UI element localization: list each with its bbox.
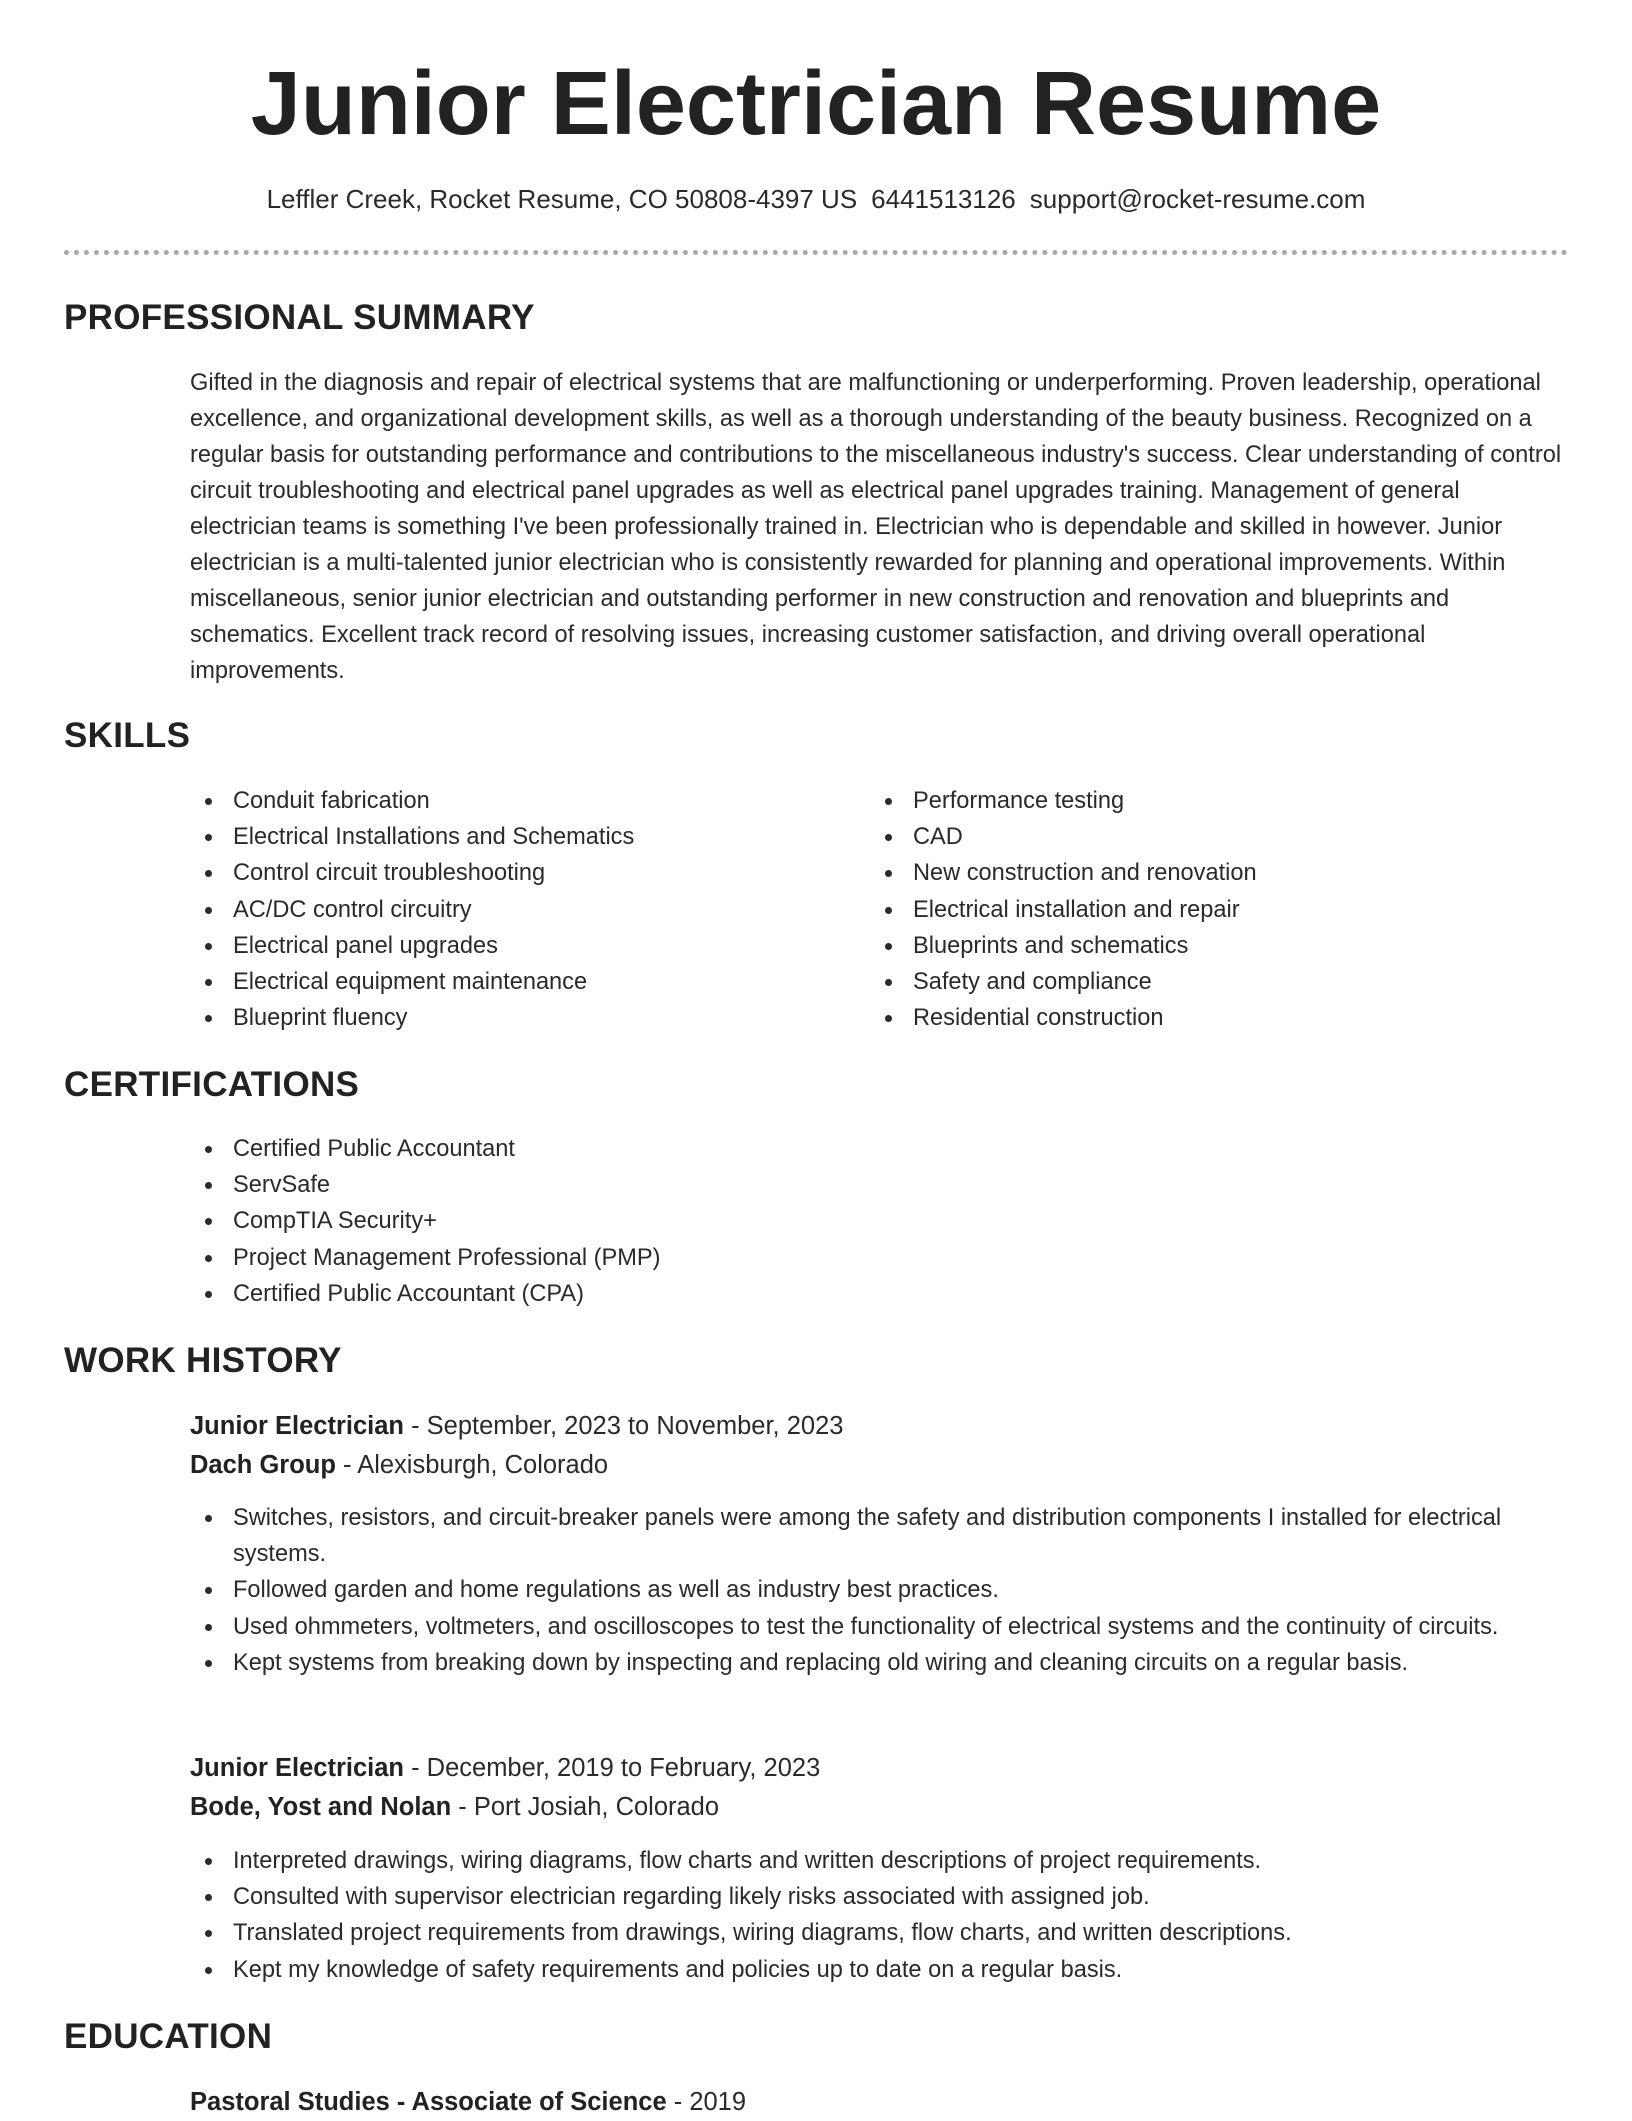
job-bullet: Used ohmmeters, voltmeters, and oscilloscopes to test the functionality of electrical systems and the continuity of circuits.	[190, 1609, 1530, 1645]
skill-item: Control circuit troubleshooting	[190, 855, 830, 891]
job-bullets	[190, 1843, 1530, 1988]
job-title-line	[190, 1749, 1570, 1787]
certification-item: Certified Public Accountant	[190, 1131, 1550, 1167]
education-year: - 2019	[666, 2088, 747, 2116]
header-divider	[64, 250, 1568, 255]
job-bullet: Translated project requirements from drawings, wiring diagrams, flow charts, and written descriptions.	[190, 1915, 1530, 1951]
skills-list-left	[190, 783, 830, 1036]
section-title-summary: PROFESSIONAL SUMMARY	[64, 298, 535, 337]
job-bullets	[190, 1500, 1530, 1681]
skill-item: Safety and compliance	[870, 964, 1550, 1000]
certifications-list	[190, 1131, 1550, 1312]
resume-title: Junior Electrician Resume	[250, 54, 1382, 154]
job-company: Bode, Yost and Nolan	[190, 1793, 452, 1821]
job-role: Junior Electrician	[190, 1412, 404, 1440]
job-title-line	[190, 1407, 1570, 1445]
certification-item: CompTIA Security+	[190, 1203, 1550, 1239]
skills-list-right	[870, 783, 1550, 1036]
job-bullet: Interpreted drawings, wiring diagrams, flow charts and written descriptions of project requirements.	[190, 1843, 1530, 1879]
job-bullet: Kept my knowledge of safety requirements and policies up to date on a regular basis.	[190, 1952, 1530, 1988]
certification-item: ServSafe	[190, 1167, 1550, 1203]
contact-line	[0, 179, 1632, 219]
section-title-education: EDUCATION	[64, 2017, 273, 2056]
section-title-work-history: WORK HISTORY	[64, 1341, 342, 1380]
section-title-skills: SKILLS	[64, 716, 191, 755]
job-company-line	[190, 1446, 1570, 1484]
certification-item: Certified Public Accountant (CPA)	[190, 1276, 1550, 1312]
contact-phone: 6441513126	[871, 184, 1016, 214]
job-location: - Port Josiah, Colorado	[451, 1793, 720, 1821]
job-bullet: Followed garden and home regulations as well as industry best practices.	[190, 1572, 1530, 1608]
education-entry	[190, 2083, 1570, 2121]
skill-item: Residential construction	[870, 1000, 1550, 1036]
contact-address: Leffler Creek, Rocket Resume, CO 50808-4397 US	[266, 184, 858, 214]
skill-item: Electrical panel upgrades	[190, 928, 830, 964]
skill-item: Conduit fabrication	[190, 783, 830, 819]
skill-item: Electrical equipment maintenance	[190, 964, 830, 1000]
certification-item: Project Management Professional (PMP)	[190, 1240, 1550, 1276]
skill-item: Performance testing	[870, 783, 1550, 819]
skill-item: New construction and renovation	[870, 855, 1550, 891]
job-bullet: Kept systems from breaking down by inspecting and replacing old wiring and cleaning circuits on a regular basis.	[190, 1645, 1530, 1681]
skill-item: CAD	[870, 819, 1550, 855]
job-company-line	[190, 1788, 1570, 1826]
job-bullet: Switches, resistors, and circuit-breaker panels were among the safety and distribution components I installed for electrical systems.	[190, 1500, 1530, 1572]
skill-item: Electrical Installations and Schematics	[190, 819, 830, 855]
job-role: Junior Electrician	[190, 1754, 404, 1782]
summary-text: Gifted in the diagnosis and repair of electrical systems that are malfunctioning or underperforming. Proven leadership, operational excellence, and organizational development skills, as well as a thorough understanding of the beauty business. Recognized on a regular basis for outstanding performance and contributions to the miscellaneous industry's success. Clear understanding of control circuit troubleshooting and electrical panel upgrades as well as electrical panel upgrades training. Management of general electrician teams is something I've been professionally trained in. Electrician who is dependable and skilled in however. Junior electrician is a multi-talented junior electrician who is consistently rewarded for planning and operational improvements. Within miscellaneous, senior junior electrician and outstanding performer in new construction and renovation and blueprints and schematics. Excellent track record of resolving issues, increasing customer satisfaction, and driving overall operational improvements.	[190, 370, 1562, 684]
skill-item: Blueprints and schematics	[870, 928, 1550, 964]
education-degree: Pastoral Studies - Associate of Science	[190, 2088, 667, 2116]
skill-item: Electrical installation and repair	[870, 892, 1550, 928]
job-location: - Alexisburgh, Colorado	[335, 1451, 609, 1479]
job-bullet: Consulted with supervisor electrician regarding likely risks associated with assigned job.	[190, 1879, 1530, 1915]
skill-item: AC/DC control circuitry	[190, 892, 830, 928]
job-company: Dach Group	[190, 1451, 336, 1479]
job-dates: - December, 2019 to February, 2023	[404, 1754, 821, 1782]
skill-item: Blueprint fluency	[190, 1000, 830, 1036]
section-title-certifications: CERTIFICATIONS	[64, 1065, 360, 1104]
job-dates: - September, 2023 to November, 2023	[404, 1412, 844, 1440]
contact-email: support@rocket-resume.com	[1029, 184, 1366, 214]
